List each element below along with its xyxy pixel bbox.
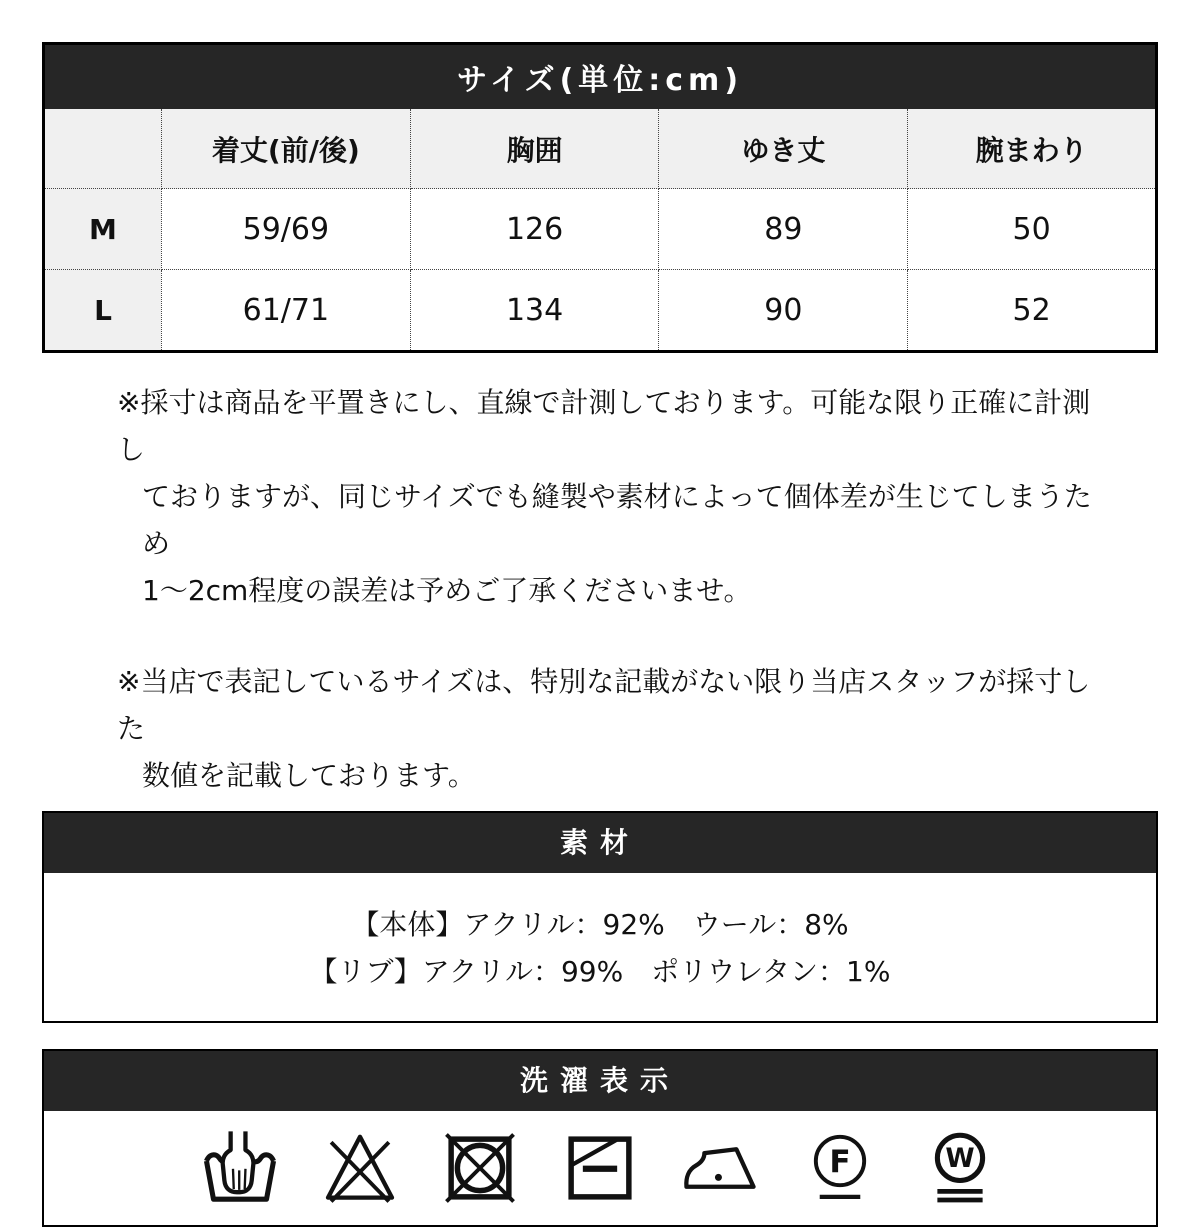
row-header-l: L — [44, 270, 162, 352]
material-section — [42, 811, 1158, 1023]
table-row-l — [44, 270, 1157, 352]
size-table — [42, 42, 1158, 353]
cell-l-body-length: 61/71 — [161, 270, 410, 352]
svg-text:W: W — [945, 1143, 975, 1175]
note-line: 数値を記載しております。 — [142, 759, 476, 792]
size-table-title-row — [44, 44, 1157, 110]
cell-m-body-length: 59/69 — [161, 189, 410, 270]
col-header-arm-width: 腕まわり — [908, 109, 1157, 189]
svg-text:F: F — [829, 1143, 851, 1180]
iron-low-heat-icon — [680, 1129, 760, 1207]
note-line: ておりますが、同じサイズでも縫製や素材によって個体差が生じてしまうため — [142, 480, 1092, 560]
measurement-notes — [117, 379, 1118, 799]
cell-l-sleeve: 90 — [659, 270, 908, 352]
note-staff-measured — [117, 658, 1118, 799]
note-line: ※当店で表記しているサイズは、特別な記載がない限り当店スタッフが採寸した — [117, 665, 1091, 745]
row-header-m: M — [44, 189, 162, 270]
dry-flat-in-shade-icon — [560, 1129, 640, 1207]
do-not-tumble-dry-icon — [440, 1129, 520, 1207]
laundry-icons-row — [44, 1111, 1156, 1225]
cell-l-chest: 134 — [410, 270, 659, 352]
hand-wash-icon — [200, 1129, 280, 1207]
size-table-header-row — [44, 109, 1157, 189]
wet-clean-w-icon — [920, 1129, 1000, 1207]
cell-m-sleeve: 89 — [659, 189, 908, 270]
material-content — [44, 873, 1156, 1021]
cell-m-chest: 126 — [410, 189, 659, 270]
col-header-body-length: 着丈(前/後) — [161, 109, 410, 189]
material-rib-line: 【リブ】アクリル：99% ポリウレタン：1% — [309, 955, 891, 988]
col-header-chest: 胸囲 — [410, 109, 659, 189]
cell-m-arm: 50 — [908, 189, 1157, 270]
material-title: 素材 — [44, 813, 1156, 873]
dry-clean-f-icon — [800, 1129, 880, 1207]
corner-cell — [44, 109, 162, 189]
note-line: 1〜2cm程度の誤差は予めご了承くださいませ。 — [142, 574, 752, 607]
cell-l-arm: 52 — [908, 270, 1157, 352]
table-row-m — [44, 189, 1157, 270]
note-line: ※採寸は商品を平置きにし、直線で計測しております。可能な限り正確に計測し — [117, 386, 1091, 466]
col-header-sleeve-length: ゆき丈 — [659, 109, 908, 189]
size-table-title: サイズ(単位:cm) — [44, 44, 1157, 110]
laundry-section — [42, 1049, 1158, 1227]
note-measurement-accuracy — [117, 379, 1118, 614]
material-body-line: 【本体】アクリル：92% ウール：8% — [351, 908, 849, 941]
do-not-bleach-icon — [320, 1129, 400, 1207]
laundry-title: 洗濯表示 — [44, 1051, 1156, 1111]
